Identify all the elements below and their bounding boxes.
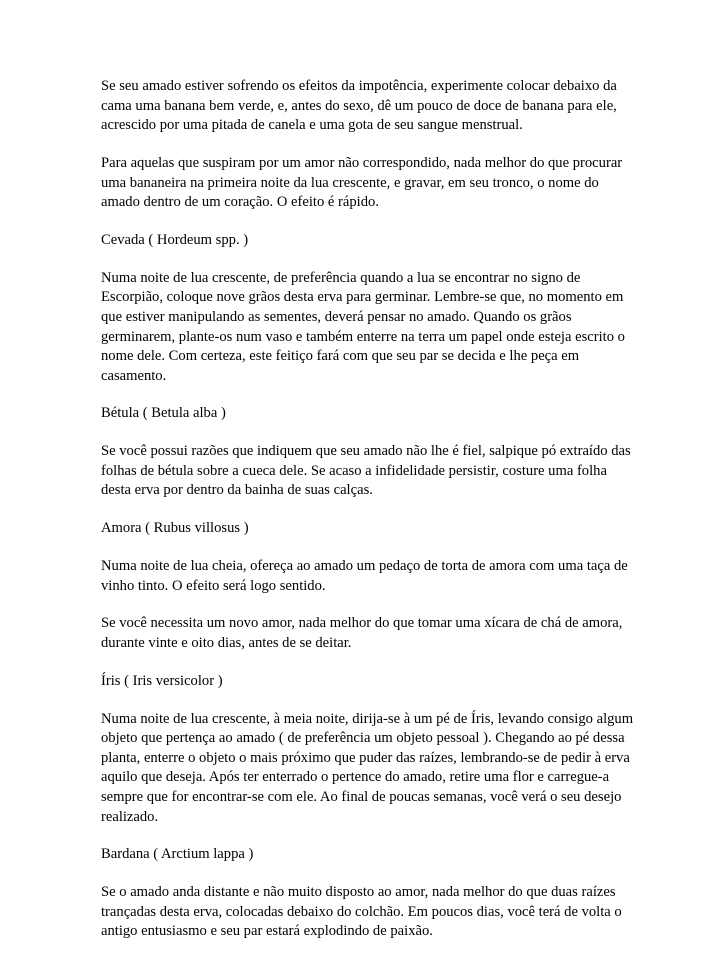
text-line: nome dele. Com certeza, este feitiço fará com que seu par se decida e lhe peça em bbox=[101, 348, 580, 365]
heading-text: Íris ( Iris versicolor ) bbox=[101, 672, 223, 689]
text-line: realizado. bbox=[101, 808, 159, 825]
text-line: Para aquelas que suspiram por um amor não correspondido, nada melhor do que procurar bbox=[101, 154, 623, 171]
text-line: sempre que for encontrar-se com ele. Ao final de poucas semanas, você verá o seu desejo bbox=[101, 788, 622, 805]
paragraph-impotencia bbox=[101, 77, 629, 136]
text-line: Numa noite de lua crescente, à meia noite, dirija-se à um pé de Íris, levando consigo algum bbox=[101, 710, 634, 727]
heading-amora bbox=[101, 519, 629, 539]
paragraph-betula bbox=[101, 442, 629, 501]
heading-cevada bbox=[101, 231, 629, 251]
text-line: Se o amado anda distante e não muito disposto ao amor, nada melhor do que duas raízes bbox=[101, 884, 616, 901]
document-page bbox=[101, 77, 634, 960]
text-line: vinho tinto. O efeito será logo sentido. bbox=[101, 577, 326, 594]
paragraph-bardana bbox=[101, 883, 629, 942]
heading-bardana bbox=[101, 845, 629, 865]
heading-text: Cevada ( Hordeum spp. ) bbox=[101, 231, 249, 248]
heading-text: Bétula ( Betula alba ) bbox=[101, 405, 226, 422]
text-line: planta, enterre o objeto o mais próximo que puder das raízes, lembrando-se de pedir à erva bbox=[101, 749, 630, 766]
text-line: Se seu amado estiver sofrendo os efeitos da impotência, experimente colocar debaixo da bbox=[101, 78, 617, 94]
text-line: antigo entusiasmo e seu par estará explodindo de paixão. bbox=[101, 923, 433, 940]
text-line: folhas de bétula sobre a cueca dele. Se acaso a infidelidade persistir, costure uma folha bbox=[101, 462, 607, 479]
text-line: aquilo que deseja. Após ter enterrado o pertence do amado, retire uma flor e carregue-a bbox=[101, 769, 610, 786]
paragraph-amora-cha bbox=[101, 614, 629, 653]
text-line: acrescido por uma pitada de canela e uma gota de seu sangue menstrual. bbox=[101, 117, 523, 134]
text-line: que estiver manipulando as sementes, deverá pensar no amado. Quando os grãos bbox=[101, 308, 572, 325]
text-line: casamento. bbox=[101, 367, 167, 384]
text-line: germinarem, plante-os num vaso e também enterre na terra um papel onde esteja escrito o bbox=[101, 328, 625, 345]
text-line: Se você possui razões que indiquem que seu amado não lhe é fiel, salpique pó extraído das bbox=[101, 443, 631, 460]
heading-text: Bardana ( Arctium lappa ) bbox=[101, 846, 254, 863]
text-line: amado dentro de um coração. O efeito é rápido. bbox=[101, 194, 379, 211]
paragraph-iris bbox=[101, 710, 634, 828]
text-line: cama uma banana bem verde, e, antes do sexo, dê um pouco de doce de banana para ele, bbox=[101, 97, 617, 114]
paragraph-amora-torta bbox=[101, 557, 629, 596]
paragraph-bananeira bbox=[101, 154, 629, 213]
heading-betula bbox=[101, 404, 629, 424]
heading-iris bbox=[101, 672, 629, 692]
text-line: Escorpião, coloque nove grãos desta erva para germinar. Lembre-se que, no momento em bbox=[101, 289, 624, 306]
text-line: Numa noite de lua cheia, ofereça ao amado um pedaço de torta de amora com uma taça de bbox=[101, 558, 628, 574]
text-line: trançadas desta erva, colocadas debaixo do colchão. Em poucos dias, você terá de volta o bbox=[101, 903, 622, 920]
paragraph-cevada bbox=[101, 269, 629, 387]
text-line: uma bananeira na primeira noite da lua crescente, e gravar, em seu tronco, o nome do bbox=[101, 174, 599, 191]
heading-text: Amora ( Rubus villosus ) bbox=[101, 520, 249, 537]
text-line: objeto que pertença ao amado ( de preferência um objeto pessoal ). Chegando ao pé dessa bbox=[101, 730, 625, 747]
text-line: desta erva por dentro da bainha de suas calças. bbox=[101, 482, 373, 499]
text-line: Numa noite de lua crescente, de preferência quando a lua se encontrar no signo de bbox=[101, 269, 581, 286]
text-line: Se você necessita um novo amor, nada melhor do que tomar uma xícara de chá de amora, bbox=[101, 615, 623, 632]
text-line: durante vinte e oito dias, antes de se deitar. bbox=[101, 634, 352, 651]
